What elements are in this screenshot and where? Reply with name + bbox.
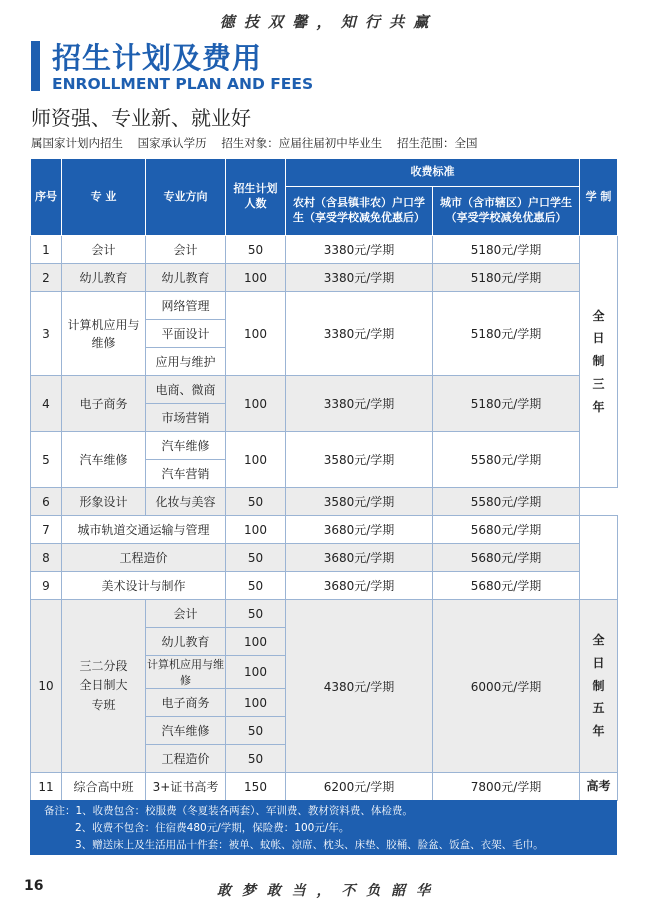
cell-program: 三二分段全日制大专班	[62, 600, 146, 773]
note-line: 2、收费不包含：住宿费480元/学期，保险费：100元/年。	[75, 822, 350, 834]
cell-sub-major: 汽车维修	[146, 717, 226, 745]
cell-major: 形象设计	[62, 488, 146, 516]
cell-quota: 50	[226, 745, 286, 773]
cell-sub-major: 幼儿教育	[146, 628, 226, 656]
table-row	[31, 773, 618, 801]
cell-direction: 市场营销	[146, 404, 226, 432]
cell-no: 3	[31, 292, 62, 376]
page-number: 16	[24, 878, 44, 894]
note-line: 备注：1、收费包含：校服费（冬夏装各两套）、军训费、教材资料费、体检费。	[44, 805, 413, 817]
cell-direction: 汽车营销	[146, 460, 226, 488]
cell-major: 综合高中班	[62, 773, 146, 801]
cell-direction: 网络管理	[146, 292, 226, 320]
slogan: 师资强、专业新、就业好	[31, 106, 251, 130]
header-motto: 德 技 双 馨 ， 知 行 共 赢	[219, 13, 431, 31]
info-item: 招生对象：应届往届初中毕业生	[221, 136, 383, 150]
cell-no: 10	[31, 600, 62, 773]
cell-major: 计算机应用与维修	[62, 292, 146, 376]
cell-rural-fee: 3380元/学期	[286, 292, 433, 376]
info-item: 国家承认学历	[137, 136, 207, 150]
cell-rural-fee: 4380元/学期	[286, 600, 433, 773]
cell-rural-fee: 3680元/学期	[286, 572, 433, 600]
cell-major: 城市轨道交通运输与管理	[62, 516, 226, 544]
cell-no: 4	[31, 376, 62, 432]
cell-no: 1	[31, 236, 62, 264]
cell-quota: 100	[226, 516, 286, 544]
cell-direction: 应用与维护	[146, 348, 226, 376]
cell-no: 5	[31, 432, 62, 488]
cell-quota: 50	[226, 572, 286, 600]
cell-urban-fee: 5180元/学期	[433, 292, 580, 376]
header-no: 序号	[31, 159, 62, 236]
cell-sub-major: 计算机应用与维修	[146, 656, 226, 689]
cell-rural-fee: 3680元/学期	[286, 516, 433, 544]
footer-motto: 敢 梦 敢 当 ， 不 负 韶 华	[217, 883, 433, 899]
cell-rural-fee: 3680元/学期	[286, 544, 433, 572]
cell-quota: 100	[226, 376, 286, 432]
cell-direction: 会计	[146, 236, 226, 264]
cell-major: 幼儿教育	[62, 264, 146, 292]
cell-quota: 100	[226, 689, 286, 717]
table-row	[31, 544, 618, 572]
cell-quota: 50	[226, 600, 286, 628]
cell-no: 11	[31, 773, 62, 801]
cell-urban-fee: 5180元/学期	[433, 264, 580, 292]
info-item: 属国家计划内招生	[31, 136, 123, 150]
cell-rural-fee: 3580元/学期	[286, 432, 433, 488]
table-row	[31, 236, 618, 264]
table-row	[31, 264, 618, 292]
cell-urban-fee: 5680元/学期	[433, 544, 580, 572]
cell-quota: 50	[226, 488, 286, 516]
cell-quota: 50	[226, 236, 286, 264]
cell-quota: 150	[226, 773, 286, 801]
header-fee: 收费标准	[286, 159, 580, 187]
cell-quota: 100	[226, 656, 286, 689]
table-row	[31, 292, 618, 320]
table-row	[31, 376, 618, 404]
cell-no: 2	[31, 264, 62, 292]
enrollment-info	[31, 135, 488, 151]
cell-rural-fee: 3380元/学期	[286, 264, 433, 292]
cell-direction: 电商、微商	[146, 376, 226, 404]
table-row	[31, 572, 618, 600]
cell-no: 6	[31, 488, 62, 516]
note-line: 3、赠送床上及生活用品十件套：被单、蚊帐、凉席、枕头、床垫、胶桶、脸盆、饭盒、衣架、毛巾。	[75, 839, 544, 851]
title-accent-bar	[31, 41, 40, 91]
notes-box	[30, 800, 617, 855]
header-direction: 专业方向	[146, 159, 226, 236]
cell-rural-fee: 3380元/学期	[286, 236, 433, 264]
duration-blank	[580, 516, 618, 600]
duration-three-year: 全 日 制 三 年	[580, 236, 618, 488]
cell-urban-fee: 5180元/学期	[433, 376, 580, 432]
duration-gaokao: 高考	[580, 773, 618, 801]
cell-no: 8	[31, 544, 62, 572]
cell-direction: 幼儿教育	[146, 264, 226, 292]
cell-no: 9	[31, 572, 62, 600]
cell-urban-fee: 7800元/学期	[433, 773, 580, 801]
cell-no: 7	[31, 516, 62, 544]
cell-sub-major: 会计	[146, 600, 226, 628]
cell-major: 工程造价	[62, 544, 226, 572]
cell-major: 美术设计与制作	[62, 572, 226, 600]
cell-quota: 100	[226, 432, 286, 488]
enrollment-table	[30, 158, 618, 801]
cell-quota: 100	[226, 628, 286, 656]
cell-direction: 化妆与美容	[146, 488, 226, 516]
cell-rural-fee: 3580元/学期	[286, 488, 433, 516]
cell-urban-fee: 5680元/学期	[433, 516, 580, 544]
cell-major: 汽车维修	[62, 432, 146, 488]
cell-quota: 100	[226, 264, 286, 292]
duration-five-year: 全 日 制 五 年	[580, 600, 618, 773]
cell-quota: 100	[226, 292, 286, 376]
header-quota: 招生计划人数	[226, 159, 286, 236]
cell-rural-fee: 6200元/学期	[286, 773, 433, 801]
cell-direction: 汽车维修	[146, 432, 226, 460]
cell-urban-fee: 5680元/学期	[433, 572, 580, 600]
cell-sub-major: 工程造价	[146, 745, 226, 773]
cell-quota: 50	[226, 717, 286, 745]
cell-quota: 50	[226, 544, 286, 572]
header-rural: 农村（含县镇非农）户口学生（享受学校减免优惠后）	[286, 187, 433, 236]
header-urban: 城市（含市辖区）户口学生（享受学校减免优惠后）	[433, 187, 580, 236]
cell-rural-fee: 3380元/学期	[286, 376, 433, 432]
info-item: 招生范围：全国	[396, 136, 478, 150]
cell-direction: 3+证书高考	[146, 773, 226, 801]
cell-urban-fee: 5180元/学期	[433, 236, 580, 264]
page-subtitle-en: ENROLLMENT PLAN AND FEES	[52, 75, 314, 93]
table-row	[31, 516, 618, 544]
table-row	[31, 488, 618, 516]
cell-major: 会计	[62, 236, 146, 264]
table-row	[31, 432, 618, 460]
cell-urban-fee: 6000元/学期	[433, 600, 580, 773]
cell-sub-major: 电子商务	[146, 689, 226, 717]
cell-direction: 平面设计	[146, 320, 226, 348]
page-title: 招生计划及费用	[52, 41, 263, 75]
cell-urban-fee: 5580元/学期	[433, 432, 580, 488]
cell-major: 电子商务	[62, 376, 146, 432]
header-major: 专 业	[62, 159, 146, 236]
table-row	[31, 600, 618, 628]
header-duration: 学 制	[580, 159, 618, 236]
cell-urban-fee: 5580元/学期	[433, 488, 580, 516]
